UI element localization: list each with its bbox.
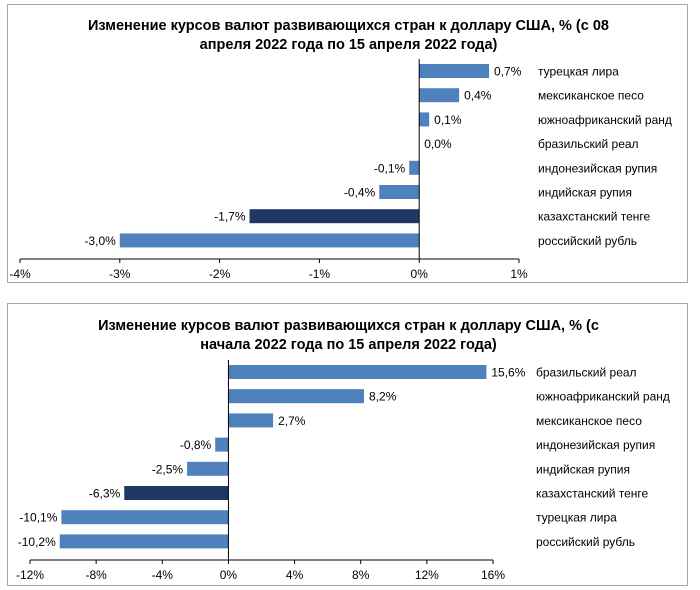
category-label: индонезийская рупия — [538, 161, 658, 176]
data-label: -0,8% — [179, 438, 212, 453]
bar — [124, 486, 228, 500]
x-tick-label: -3% — [109, 267, 131, 281]
category-label: индийская рупия — [536, 462, 630, 477]
bar — [379, 185, 419, 199]
data-label: -1,7% — [214, 209, 246, 224]
bar — [250, 209, 420, 223]
x-tick-label: 0% — [219, 568, 238, 582]
x-tick-label: -12% — [15, 568, 45, 582]
data-label: 0,1% — [434, 112, 462, 127]
bar — [409, 161, 419, 175]
data-label: -3,0% — [84, 233, 116, 248]
category-label: южноафриканский ранд — [536, 389, 670, 404]
data-label: 0,7% — [494, 64, 522, 79]
x-tick-label: -2% — [208, 267, 231, 281]
data-label: 15,6% — [491, 365, 526, 380]
category-label: российский рубль — [538, 233, 638, 248]
category-label: бразильский реал — [536, 365, 637, 380]
data-label: 2,7% — [278, 413, 306, 428]
bar — [61, 510, 228, 524]
x-tick-label: 12% — [414, 568, 439, 582]
category-label: мексиканское песо — [536, 413, 642, 428]
chart-title: Изменение курсов валют развивающихся стран к доллару США, % (с начала 2022 года по 15 апреля 2022 года) — [98, 318, 599, 353]
category-label: турецкая лира — [538, 64, 619, 79]
category-label: бразильский реал — [538, 137, 639, 152]
data-label: 0,4% — [464, 88, 492, 103]
bar — [419, 112, 429, 126]
bar — [120, 233, 419, 247]
x-tick-label: 4% — [285, 568, 304, 582]
data-label: -0,1% — [373, 161, 406, 176]
x-tick-label: 0% — [410, 267, 428, 281]
x-tick-label: 1% — [510, 267, 528, 281]
data-label: -10,1% — [19, 510, 58, 525]
data-label: 8,2% — [369, 389, 397, 404]
bar — [187, 462, 228, 476]
bar — [228, 365, 486, 379]
data-label: 0,0% — [424, 137, 452, 152]
data-label: -2,5% — [151, 462, 184, 477]
bar — [228, 413, 273, 427]
bar — [215, 438, 228, 452]
bar — [419, 64, 489, 78]
data-label: -10,2% — [17, 534, 56, 549]
chart-title: Изменение курсов валют развивающихся стран к доллару США, % (с 08 апреля 2022 года по 15 апреля 2022 года) — [87, 18, 609, 53]
chart-plot — [8, 5, 689, 284]
category-label: турецкая лира — [536, 510, 617, 525]
data-label: -0,4% — [343, 185, 376, 200]
x-tick-label: 8% — [352, 568, 370, 582]
chart-panel-weekly — [7, 4, 688, 283]
x-tick-label: -8% — [85, 568, 107, 582]
category-label: мексиканское песо — [538, 88, 644, 103]
x-tick-label: -4% — [9, 267, 31, 281]
x-tick-label: -1% — [308, 267, 331, 281]
category-label: индонезийская рупия — [536, 438, 656, 453]
data-label: -6,3% — [88, 486, 121, 501]
bar — [419, 88, 459, 102]
category-label: казахстанский тенге — [536, 486, 649, 501]
x-tick-label: 16% — [480, 568, 506, 582]
bar — [228, 389, 364, 403]
chart-plot — [8, 304, 689, 587]
category-label: индийская рупия — [538, 185, 632, 200]
category-label: казахстанский тенге — [538, 209, 651, 224]
x-tick-label: -4% — [151, 568, 173, 582]
category-label: российский рубль — [536, 534, 636, 549]
bar — [60, 534, 229, 548]
category-label: южноафриканский ранд — [538, 112, 672, 127]
chart-panel-ytd — [7, 303, 688, 586]
